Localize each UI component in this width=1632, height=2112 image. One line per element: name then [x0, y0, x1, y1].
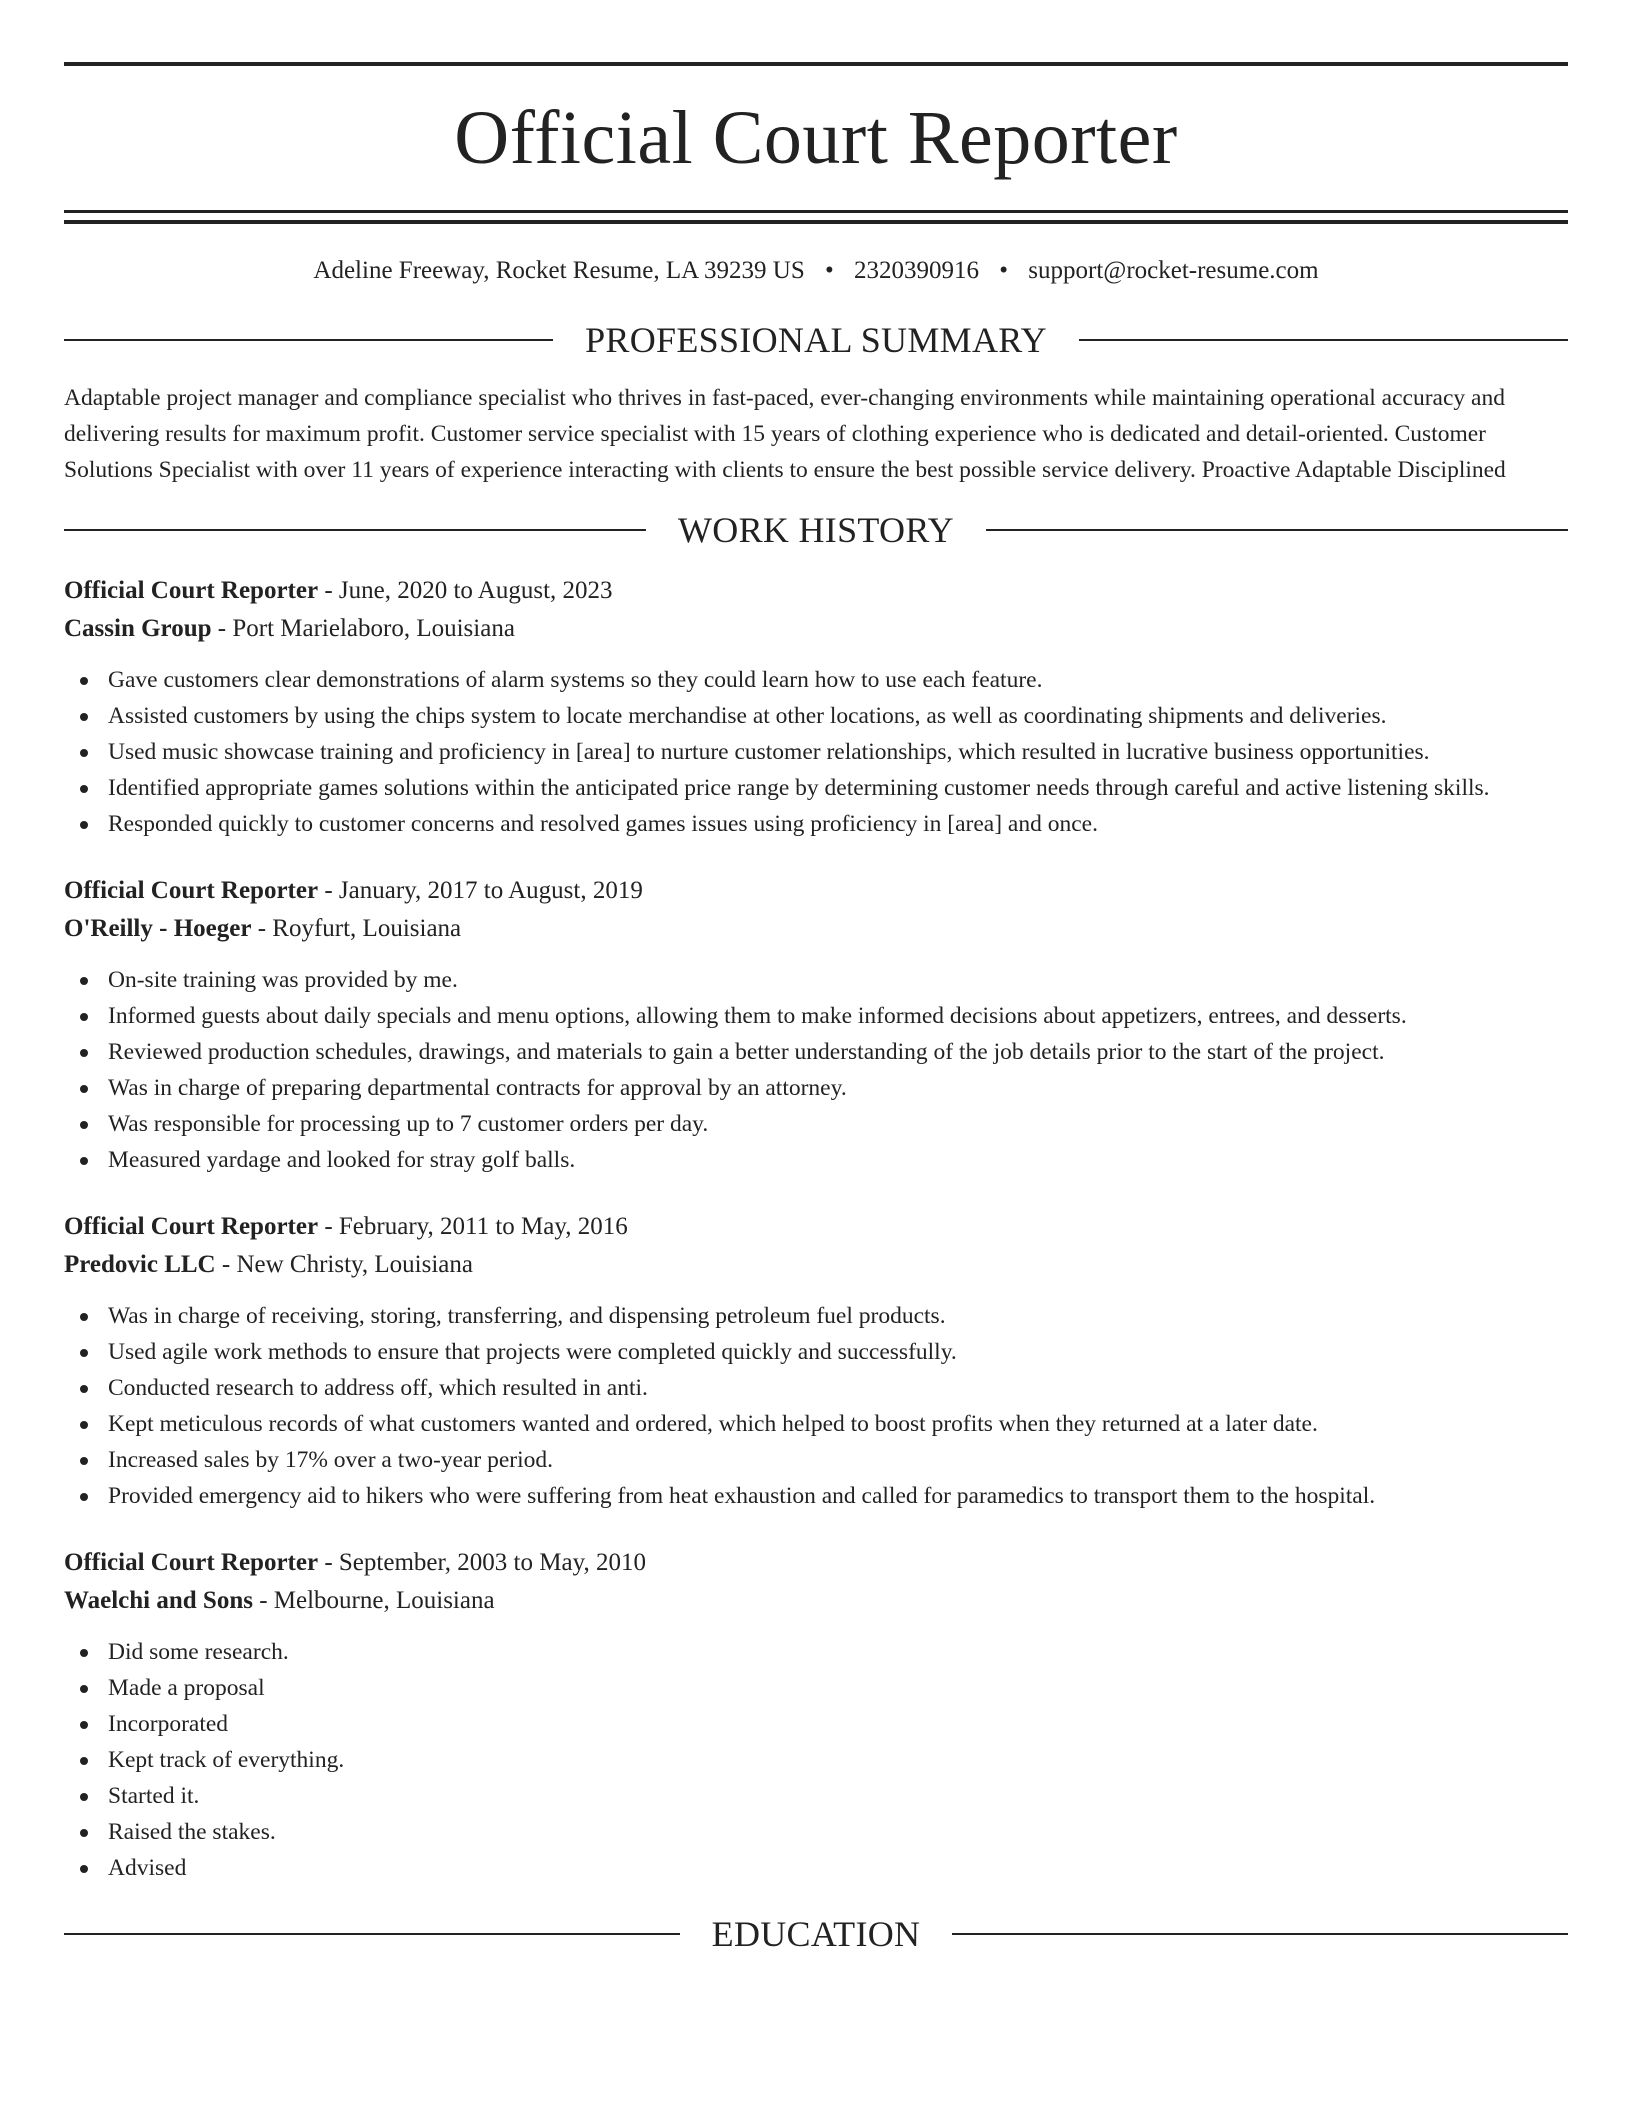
- title-double-rule: [64, 210, 1568, 224]
- summary-text: Adaptable project manager and compliance specialist who thrives in fast-paced, ever-changing environments while maintaining operational accuracy and delivering results for maximum profit. Customer service specialist with 15 years of clothing experience who is dedicated and detail-oriented. Customer Solutions Specialist with over 11 years of experience interacting with clients to ensure the best possible service delivery. Proactive Adaptable Disciplined: [64, 385, 1506, 483]
- job-title: Official Court Reporter: [64, 577, 319, 604]
- job-dates: - June, 2020 to August, 2023: [318, 577, 613, 604]
- work-history-heading-row: [64, 512, 1568, 548]
- job-bullet: Used agile work methods to ensure that projects were completed quickly and successfully.: [64, 1334, 1568, 1370]
- job-bullet: Used music showcase training and proficiency in [area] to nurture customer relationships, which resulted in lucrative business opportunities.: [64, 734, 1568, 770]
- job-bullet: Did some research.: [64, 1634, 1568, 1670]
- job-dates: - September, 2003 to May, 2010: [318, 1549, 646, 1576]
- job-company-line: [64, 1582, 1568, 1620]
- job-company-line: [64, 610, 1568, 648]
- job-bullets: [64, 962, 1568, 1178]
- contact-separator: •: [825, 257, 834, 284]
- job-location: - Melbourne, Louisiana: [252, 1587, 495, 1614]
- job-company: O'Reilly - Hoeger: [64, 915, 252, 942]
- education-heading-row: [64, 1916, 1568, 1952]
- contact-address: Adeline Freeway, Rocket Resume, LA 39239 US: [313, 257, 805, 284]
- job-entry: [64, 1544, 1568, 1886]
- job-title: Official Court Reporter: [64, 1213, 319, 1240]
- job-bullet: Advised: [64, 1850, 1568, 1886]
- page-title: Official Court Reporter: [454, 96, 1178, 180]
- contact-email: support@rocket-resume.com: [1028, 257, 1319, 284]
- job-bullet: Reviewed production schedules, drawings, and materials to gain a better understanding of the job details prior to the start of the project.: [64, 1034, 1568, 1070]
- job-bullet: Identified appropriate games solutions within the anticipated price range by determining customer needs through careful and active listening skills.: [64, 770, 1568, 806]
- job-entry: [64, 872, 1568, 1178]
- job-bullets: [64, 1298, 1568, 1514]
- top-rule: [64, 62, 1568, 66]
- job-bullet: Was responsible for processing up to 7 customer orders per day.: [64, 1106, 1568, 1142]
- job-title-line: [64, 1208, 1568, 1246]
- job-entry: [64, 1208, 1568, 1514]
- job-company: Cassin Group: [64, 615, 212, 642]
- job-bullets: [64, 1634, 1568, 1886]
- job-bullet: Kept track of everything.: [64, 1742, 1568, 1778]
- job-bullet: Was in charge of receiving, storing, transferring, and dispensing petroleum fuel products.: [64, 1298, 1568, 1334]
- job-bullet: Measured yardage and looked for stray golf balls.: [64, 1142, 1568, 1178]
- job-bullet: Raised the stakes.: [64, 1814, 1568, 1850]
- job-dates: - February, 2011 to May, 2016: [318, 1213, 628, 1240]
- job-bullet: Assisted customers by using the chips system to locate merchandise at other locations, as well as coordinating shipments and deliveries.: [64, 698, 1568, 734]
- contact-line: [64, 256, 1568, 286]
- job-bullets: [64, 662, 1568, 842]
- contact-separator: •: [999, 257, 1009, 284]
- heading-rule-left: [64, 529, 646, 531]
- education-heading: EDUCATION: [711, 1914, 921, 1954]
- job-title: Official Court Reporter: [64, 1549, 319, 1576]
- summary-heading: PROFESSIONAL SUMMARY: [585, 320, 1047, 360]
- job-bullet: Conducted research to address off, which resulted in anti.: [64, 1370, 1568, 1406]
- job-company: Predovic LLC: [64, 1251, 216, 1278]
- heading-rule-right: [952, 1933, 1568, 1935]
- heading-rule-right: [1079, 339, 1568, 341]
- job-title-line: [64, 1544, 1568, 1582]
- heading-rule-left: [64, 1933, 680, 1935]
- heading-rule-right: [986, 529, 1568, 531]
- job-title-line: [64, 872, 1568, 910]
- job-title: Official Court Reporter: [64, 877, 319, 904]
- job-title-line: [64, 572, 1568, 610]
- job-bullet: Increased sales by 17% over a two-year period.: [64, 1442, 1568, 1478]
- job-company: Waelchi and Sons: [64, 1587, 253, 1614]
- job-bullet: Informed guests about daily specials and menu options, allowing them to make informed decisions about appetizers, entrees, and desserts.: [64, 998, 1568, 1034]
- work-history-heading: WORK HISTORY: [678, 510, 954, 550]
- job-bullet: Was in charge of preparing departmental contracts for approval by an attorney.: [64, 1070, 1568, 1106]
- job-bullet: Made a proposal: [64, 1670, 1568, 1706]
- job-bullet: Incorporated: [64, 1706, 1568, 1742]
- job-location: - New Christy, Louisiana: [215, 1251, 473, 1278]
- heading-rule-left: [64, 339, 553, 341]
- job-entry: [64, 572, 1568, 842]
- job-bullet: On-site training was provided by me.: [64, 962, 1568, 998]
- job-company-line: [64, 1246, 1568, 1284]
- job-location: - Royfurt, Louisiana: [251, 915, 462, 942]
- job-bullet: Provided emergency aid to hikers who were suffering from heat exhaustion and called for paramedics to transport them to the hospital.: [64, 1478, 1568, 1514]
- summary-heading-row: [64, 322, 1568, 358]
- job-bullet: Started it.: [64, 1778, 1568, 1814]
- job-company-line: [64, 910, 1568, 948]
- contact-phone: 2320390916: [854, 257, 980, 284]
- job-bullet: Responded quickly to customer concerns and resolved games issues using proficiency in [area] and once.: [64, 806, 1568, 842]
- job-location: - Port Marielaboro, Louisiana: [211, 615, 515, 642]
- job-bullet: Gave customers clear demonstrations of alarm systems so they could learn how to use each feature.: [64, 662, 1568, 698]
- job-bullet: Kept meticulous records of what customers wanted and ordered, which helped to boost profits when they returned at a later date.: [64, 1406, 1568, 1442]
- job-dates: - January, 2017 to August, 2019: [318, 877, 643, 904]
